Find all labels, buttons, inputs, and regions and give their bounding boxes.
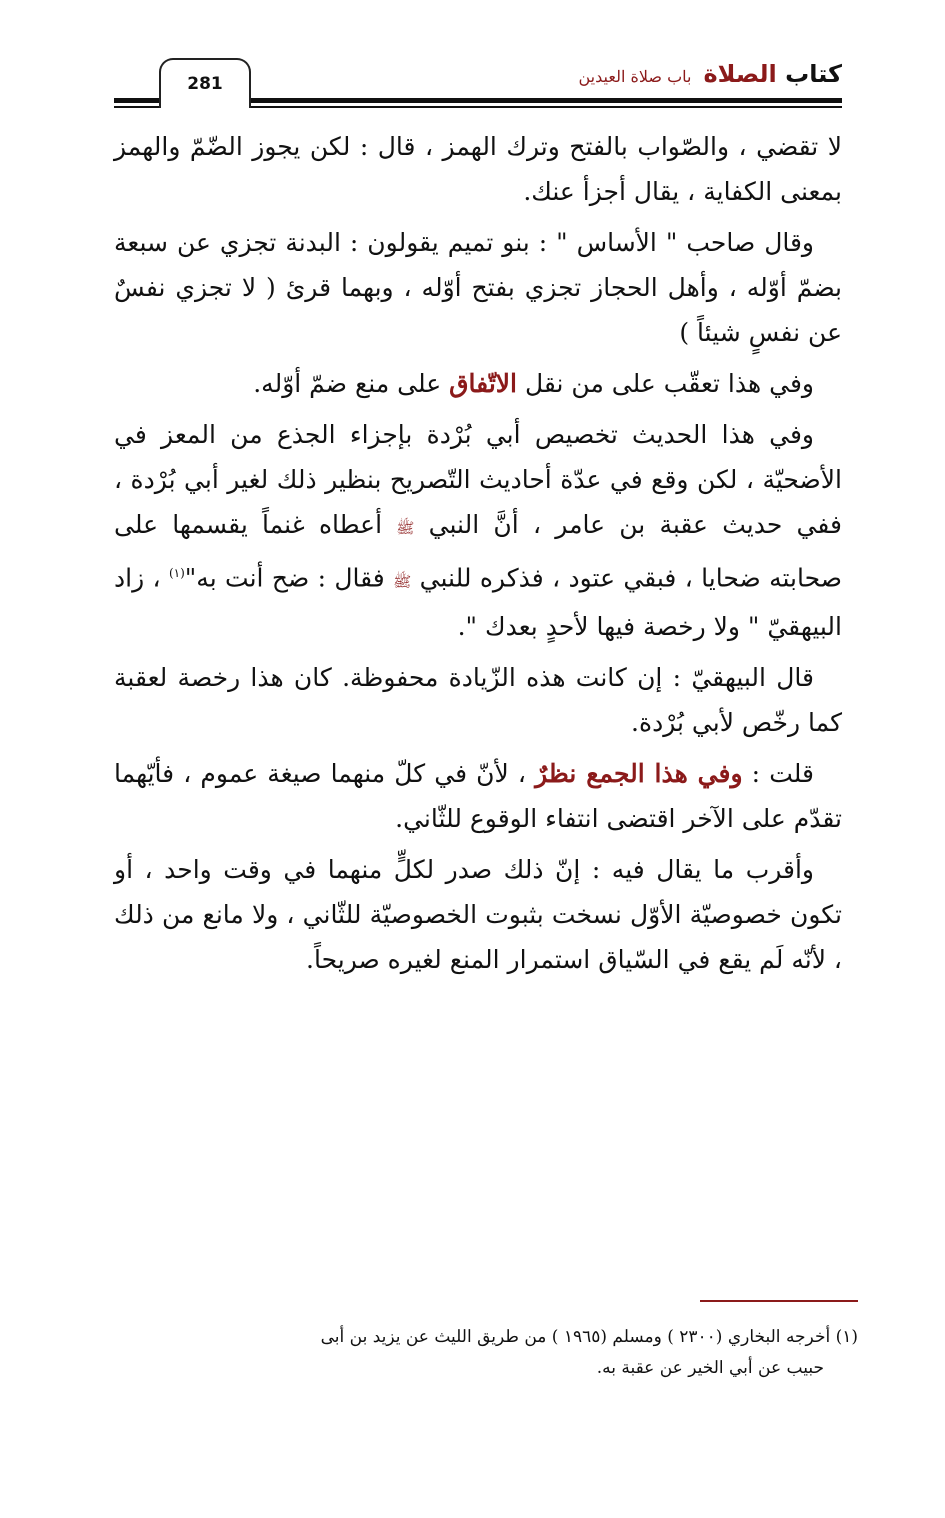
book-title — [703, 60, 842, 88]
running-head — [578, 60, 842, 88]
book-title-prefix: كتاب — [785, 60, 842, 88]
paragraph-4: وفي هذا الحديث تخصيص أبي بُرْدة بإجزاء الجذع من المعز في الأضحيّة ، لكن وقع في عدّة أحاديث التّصريح بنظير ذلك لغير أبي بُرْدة ، ففي حديث عقبة بن عامر ، أنَّ النبي ﷺ أعطاه غنماً يقسمها على صحابته ضحايا ، فبقي عتود ، فذكره للنبي ﷺ فقال : ضح أنت به"$^{(١)}$ ، زاد البيهقيّ " ولا رخصة فيها لأحدٍ بعدك ". — [114, 420, 842, 642]
paragraph-5: قال البيهقيّ : إن كانت هذه الزّيادة محفوظة. كان هذا رخصة لعقبة كما رخّص لأبي بُرْدة. — [114, 663, 842, 738]
salla-symbol: ﷺ — [393, 572, 412, 591]
chapter-title: باب صلاة العيدين — [578, 67, 692, 86]
book-title-accent: الصلاة — [703, 60, 777, 88]
paragraph-7: وأقرب ما يقال فيه : إنّ ذلك صدر لكلٍّ منهما في وقت واحد ، أو تكون خصوصيّة الأوّل نسخت بثبوت الخصوصيّة للثّاني ، ولا مانع من ذلك ، لأنّه لَم يقع في السّياق استمرار المنع لغيره صريحاً. — [114, 855, 842, 975]
footnote-ref-1[interactable]: (١) — [168, 566, 185, 580]
highlight-ittifaq: الاتّفاق — [449, 369, 517, 398]
footnotes — [100, 1322, 858, 1384]
page-header — [114, 52, 842, 112]
footnote-1-line-1: (١) أخرجه البخاري (٢٣٠٠ ) ومسلم (١٩٦٥ ) من طريق الليث عن يزيد بن أبى — [320, 1327, 858, 1347]
paragraph-3: وفي هذا تعقّب على من نقل الاتّفاق على منع ضمّ أوّله. — [253, 369, 814, 398]
page-number: 281 — [159, 58, 251, 108]
paragraph-1: لا تقضي ، والصّواب بالفتح وترك الهمز ، قال : لكن يجوز الضّمّ والهمز بمعنى الكفاية ، يقال أجزأ عنك. — [114, 132, 842, 206]
paragraph-2: وقال صاحب " الأساس " : بنو تميم يقولون : البدنة تجزي عن سبعة بضمّ أوّله ، وأهل الحجاز تجزي بفتح أوّله ، وبهما قرئ ( لا تجزي نفسٌ عن نفسٍ شيئاً ) — [114, 228, 842, 347]
salla-symbol: ﷺ — [396, 519, 415, 537]
paragraph-6: قلت : وفي هذا الجمع نظرٌ ، لأنّ في كلّ منهما صيغة عموم ، فأيّهما تقدّم على الآخر اقتضى انتفاء الوقوع للثّاني. — [114, 759, 842, 834]
main-text — [114, 124, 842, 988]
footnote-separator — [700, 1300, 858, 1302]
highlight-nazar: وفي هذا الجمع نظرٌ — [535, 759, 743, 789]
footnote-1-line-2: حبيب عن أبي الخير عن عقبة به. — [596, 1358, 824, 1378]
